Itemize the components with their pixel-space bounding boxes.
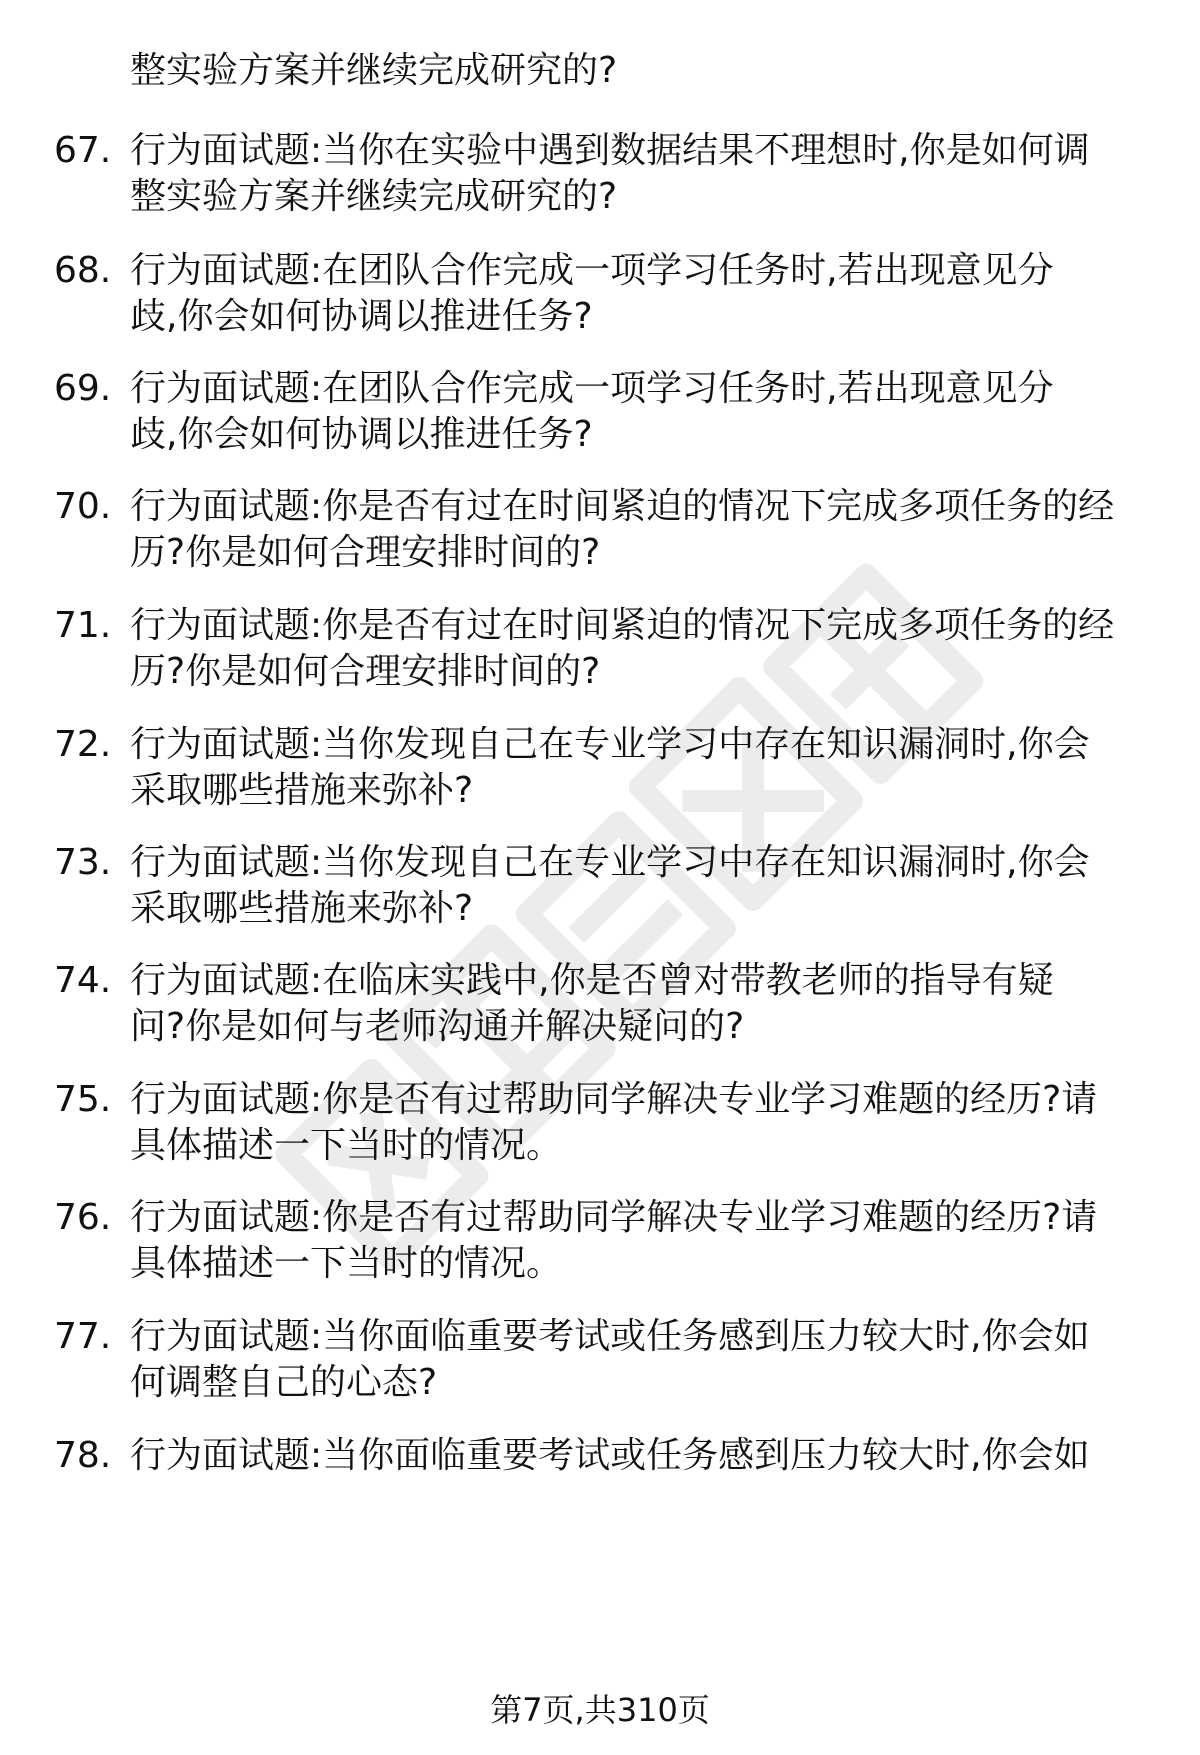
- page-footer: 第7页,共310页: [490, 1691, 710, 1729]
- item-number: 78.: [54, 1435, 112, 1476]
- continuation-text: 整实验方案并继续完成研究的?: [130, 50, 618, 91]
- item-line-1: 行为面试题:在临床实践中,你是否曾对带教老师的指导有疑: [130, 960, 1054, 1001]
- item-line-2: 歧,你会如何协调以推进任务?: [130, 414, 593, 455]
- item-line-1: 行为面试题:当你面临重要考试或任务感到压力较大时,你会如: [130, 1435, 1090, 1476]
- item-line-1: 行为面试题:当你在实验中遇到数据结果不理想时,你是如何调: [130, 130, 1090, 171]
- item-line-2: 历?你是如何合理安排时间的?: [130, 651, 601, 692]
- item-line-1: 行为面试题:你是否有过帮助同学解决专业学习难题的经历?请: [130, 1079, 1098, 1120]
- item-number: 75.: [54, 1079, 112, 1120]
- item-number: 68.: [54, 250, 112, 291]
- item-number: 69.: [54, 368, 112, 409]
- item-number: 76.: [54, 1197, 112, 1238]
- item-line-2: 历?你是如何合理安排时间的?: [130, 532, 601, 573]
- item-number: 71.: [54, 605, 112, 646]
- item-number: 67.: [54, 130, 112, 171]
- item-line-1: 行为面试题:在团队合作完成一项学习任务时,若出现意见分: [130, 250, 1054, 291]
- item-line-1: 行为面试题:你是否有过帮助同学解决专业学习难题的经历?请: [130, 1197, 1098, 1238]
- item-number: 73.: [54, 842, 112, 883]
- item-line-2: 歧,你会如何协调以推进任务?: [130, 296, 593, 337]
- item-line-2: 具体描述一下当时的情况。: [130, 1243, 563, 1284]
- item-line-1: 行为面试题:在团队合作完成一项学习任务时,若出现意见分: [130, 368, 1054, 409]
- item-line-2: 采取哪些措施来弥补?: [130, 888, 474, 929]
- item-line-2: 具体描述一下当时的情况。: [130, 1125, 563, 1166]
- item-line-2: 采取哪些措施来弥补?: [130, 770, 474, 811]
- item-line-2: 何调整自己的心态?: [130, 1362, 438, 1403]
- item-number: 70.: [54, 486, 112, 527]
- item-line-2: 问?你是如何与老师沟通并解决疑问的?: [130, 1006, 745, 1047]
- item-line-2: 整实验方案并继续完成研究的?: [130, 176, 618, 217]
- item-line-1: 行为面试题:你是否有过在时间紧迫的情况下完成多项任务的经: [130, 605, 1115, 646]
- item-line-1: 行为面试题:当你面临重要考试或任务感到压力较大时,你会如: [130, 1316, 1090, 1357]
- item-number: 77.: [54, 1316, 112, 1357]
- item-number: 72.: [54, 724, 112, 765]
- item-line-1: 行为面试题:你是否有过在时间紧迫的情况下完成多项任务的经: [130, 486, 1115, 527]
- item-line-1: 行为面试题:当你发现自己在专业学习中存在知识漏洞时,你会: [130, 842, 1090, 883]
- item-number: 74.: [54, 960, 112, 1001]
- item-line-1: 行为面试题:当你发现自己在专业学习中存在知识漏洞时,你会: [130, 724, 1090, 765]
